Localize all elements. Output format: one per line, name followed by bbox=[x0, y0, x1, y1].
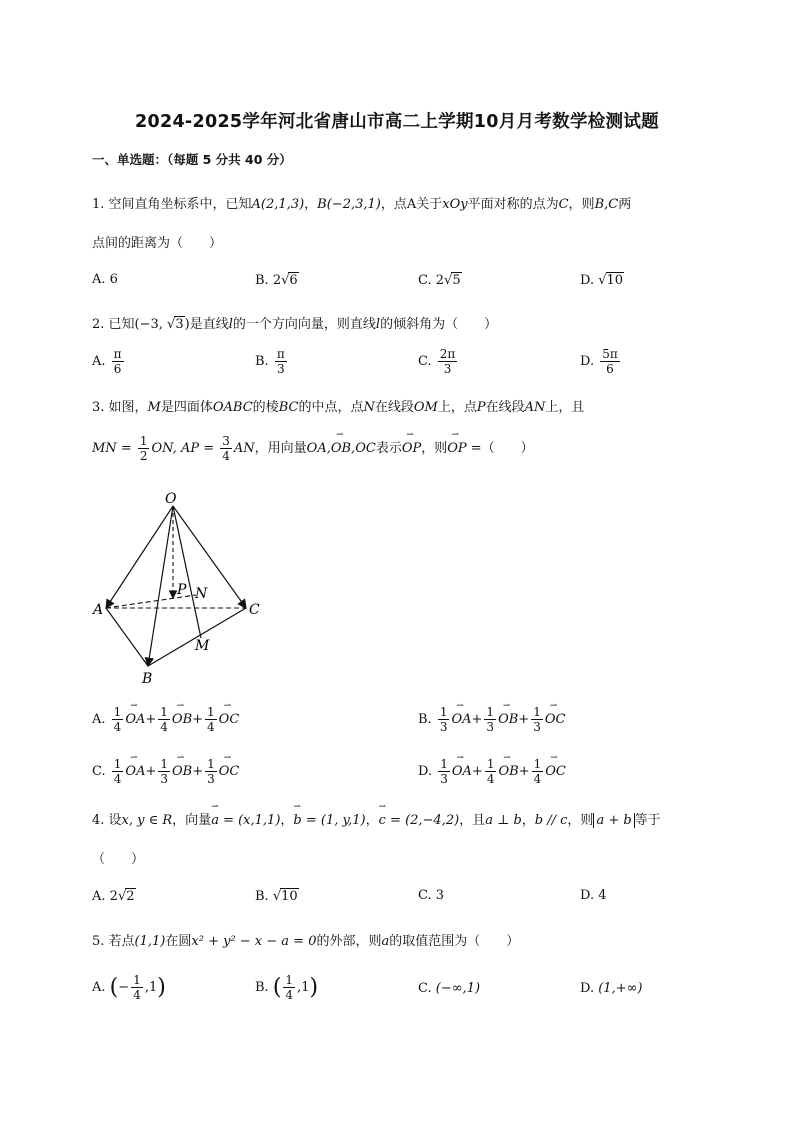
q4-option-c: C. 3 bbox=[418, 888, 445, 903]
label-P: P bbox=[177, 582, 187, 598]
section-heading: 一、单选题：（每题 5 分共 40 分） bbox=[92, 152, 292, 167]
q2-option-d: D. $\frac{5\pi}{6}$ bbox=[580, 347, 618, 376]
q4-option-b: B. √10 bbox=[255, 889, 298, 904]
label-A: A bbox=[93, 602, 104, 618]
label-B: B bbox=[142, 671, 153, 683]
question-3-line-2: MN = $\frac{1}{2}$ ON, AP = $\frac{3}{4}$ AN，用向量⇀ OA,OB,OC表示⇀ OP，则⇀ OP =（ ） bbox=[92, 434, 534, 463]
q5-option-d: D. (1,+∞) bbox=[580, 981, 643, 996]
edge-OA bbox=[106, 506, 173, 608]
question-4-line-2: （ ） bbox=[92, 852, 145, 867]
q3-option-a: A. $\frac{1}{4}$ ⇀ OA+ $\frac{1}{4}$ ⇀ OB+ $\frac{1}{4}$ ⇀ OC bbox=[92, 705, 239, 734]
label-M: M bbox=[195, 638, 210, 654]
question-1-line-2: 点间的距离为（ ） bbox=[92, 236, 223, 251]
question-3-line-1: 3. 如图，M是四面体OABC的棱BC的中点，点N在线段OM上，点P在线段AN上，且 bbox=[92, 400, 585, 415]
label-N: N bbox=[195, 586, 208, 602]
q1-option-b: B. 2√6 bbox=[255, 273, 298, 288]
q1-option-d: D. √10 bbox=[580, 273, 624, 288]
tetrahedron-figure bbox=[88, 488, 278, 683]
q1-option-c: C. 2√5 bbox=[418, 273, 461, 288]
q3-option-c: C. $\frac{1}{4}$ ⇀ OA+ $\frac{1}{3}$ ⇀ OB+ $\frac{1}{3}$ ⇀ OC bbox=[92, 757, 239, 786]
q2-option-b: B. $\frac{\pi}{3}$ bbox=[255, 347, 285, 376]
question-2-line: 2. 已知(−3, √3)是直线l的一个方向向量，则直线l的倾斜角为（ ） bbox=[92, 317, 498, 332]
page-title: 2024-2025学年河北省唐山市高二上学期10月月考数学检测试题 bbox=[135, 112, 659, 132]
q5-option-b: B. ( $\frac{1}{4}$ ,1) bbox=[255, 973, 319, 1002]
edge-AB bbox=[106, 608, 148, 666]
q5-option-c: C. (−∞,1) bbox=[418, 981, 481, 996]
q2-option-c: C. $\frac{2\pi}{3}$ bbox=[418, 347, 456, 376]
label-O: O bbox=[165, 491, 177, 507]
label-C: C bbox=[249, 602, 260, 618]
q1-option-a: A. 6 bbox=[92, 272, 118, 287]
q4-option-d: D. 4 bbox=[580, 888, 607, 903]
question-4-line-1: 4. 设x, y ∈ R，向量⇀ a = (x,1,1)，⇀ b = (1, y,1)，⇀ c = (2,−4,2)，且a ⊥ b，b // c，则 a + b 等于 bbox=[92, 809, 661, 828]
edge-OB bbox=[148, 506, 173, 666]
q2-option-a: A. $\frac{\pi}{6}$ bbox=[92, 347, 122, 376]
q3-option-b: B. $\frac{1}{3}$ ⇀ OA+ $\frac{1}{3}$ ⇀ OB+ $\frac{1}{3}$ ⇀ OC bbox=[418, 705, 565, 734]
question-5-line: 5. 若点(1,1)在圆x² + y² − x − a = 0的外部，则a的取值范围为（ ） bbox=[92, 934, 520, 949]
q4-option-a: A. 2√2 bbox=[92, 889, 135, 904]
question-1-line-1: 1. 空间直角坐标系中，已知A(2,1,3)，B(−2,3,1)，点A关于xOy平面对称的点为C，则B,C两 bbox=[92, 197, 632, 212]
q5-option-a: A. (− $\frac{1}{4}$ ,1) bbox=[92, 973, 166, 1002]
q3-option-d: D. $\frac{1}{3}$ ⇀ OA+ $\frac{1}{4}$ ⇀ OB+ $\frac{1}{4}$ ⇀ OC bbox=[418, 757, 566, 786]
